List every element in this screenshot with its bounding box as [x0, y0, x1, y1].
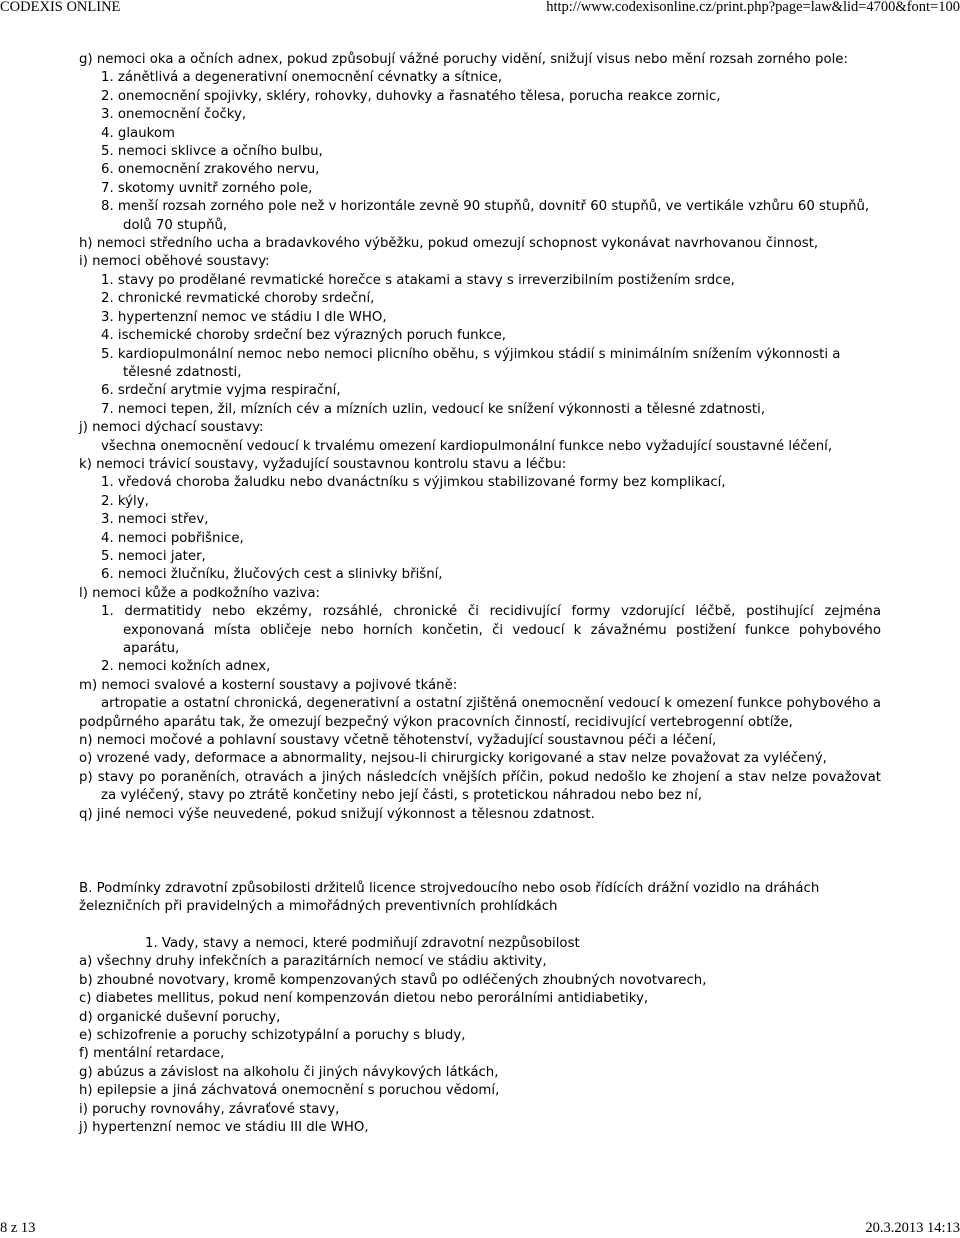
- item-m: m) nemoci svalové a kosterní soustavy a pojivové tkáně:: [79, 677, 458, 693]
- item-g-1: 1. zánětlivá a degenerativní onemocnění cévnatky a sítnice,: [101, 70, 503, 86]
- item-i-2: 2. chronické revmatické choroby srdeční,: [101, 291, 375, 307]
- item-l-2: 2. nemoci kožních adnex,: [101, 659, 271, 675]
- b-item-f: f) mentální retardace,: [79, 1046, 225, 1062]
- item-g-4: 4. glaukom: [101, 125, 175, 141]
- section-b-subheading: 1. Vady, stavy a nemoci, které podmiňují zdravotní nezpůsobilost: [145, 935, 580, 951]
- item-k-3: 3. nemoci střev,: [101, 512, 209, 528]
- heading-gap: [79, 917, 881, 935]
- b-item-i: i) poruchy rovnováhy, závraťové stavy,: [79, 1101, 340, 1117]
- item-l-1: 1. dermatitidy nebo ekzémy, rozsáhlé, chronické či recidivující formy vzdorující léčbě, postihující zejména exponovaná místa obličeje nebo horních končetin, či vedoucí k závažnému postižení funkce pohybového aparátu,: [101, 604, 881, 656]
- item-g-6: 6. onemocnění zrakového nervu,: [101, 162, 320, 178]
- item-i-7: 7. nemoci tepen, žil, mízních cév a mízních uzlin, vedoucí ke snížení výkonnosti a tělesné zdatnosti,: [101, 401, 766, 417]
- item-i-4: 4. ischemické choroby srdeční bez výrazných poruch funkce,: [101, 328, 507, 344]
- print-datetime: 20.3.2013 14:13: [865, 1220, 960, 1236]
- item-g-8: 8. menší rozsah zorného pole než v horizontále zevně 90 stupňů, dovnitř 60 stupňů, ve vertikále vzhůru 60 stupňů, dolů 70 stupňů,: [101, 199, 870, 233]
- item-g-5: 5. nemoci sklivce a očního bulbu,: [101, 144, 323, 160]
- item-i: i) nemoci oběhové soustavy:: [79, 254, 270, 270]
- section-b-heading: B. Podmínky zdravotní způsobilosti držitelů licence strojvedoucího nebo osob řídících drážní vozidlo na dráhách železničních při pravidelných a mimořádných preventivních prohlídkách: [79, 881, 820, 915]
- item-k-2: 2. kýly,: [101, 493, 149, 509]
- page-number: 8 z 13: [0, 1220, 36, 1236]
- item-l: l) nemoci kůže a podkožního vaziva:: [79, 585, 320, 601]
- b-item-c: c) diabetes mellitus, pokud není kompenzován dietou nebo perorálními antidiabetiky,: [79, 991, 649, 1007]
- item-j-text: všechna onemocnění vedoucí k trvalému omezení kardiopulmonální funkce nebo vyžadující soustavné léčení,: [101, 438, 833, 454]
- item-g-3: 3. onemocnění čočky,: [101, 107, 247, 123]
- section-gap: [79, 824, 881, 880]
- b-item-a: a) všechny druhy infekčních a parazitárních nemocí ve stádiu aktivity,: [79, 954, 547, 970]
- item-i-5: 5. kardiopulmonální nemoc nebo nemoci plicního oběhu, s výjimkou stádií s minimálním snížením výkonnosti a tělesné zdatnosti,: [101, 346, 841, 380]
- page-url: http://www.codexisonline.cz/print.php?page=law&lid=4700&font=100: [546, 0, 960, 15]
- item-j: j) nemoci dýchací soustavy:: [79, 420, 264, 436]
- item-i-6: 6. srdeční arytmie vyjma respirační,: [101, 383, 341, 399]
- item-k-4: 4. nemoci pobřišnice,: [101, 530, 244, 546]
- b-item-j: j) hypertenzní nemoc ve stádiu III dle WHO,: [79, 1119, 369, 1135]
- item-k-5: 5. nemoci jater,: [101, 548, 206, 564]
- item-m-text: artropatie a ostatní chronická, degenerativní a ostatní zjištěná onemocnění vedoucí k omezení funkce pohybového a podpůrného aparátu tak, že omezují bezpečný výkon pracovních činností, recidivující vertebrogenní obtíže,: [79, 696, 881, 730]
- item-i-1: 1. stavy po prodělané revmatické horečce s atakami a stavy s irreverzibilním postižením srdce,: [101, 272, 735, 288]
- item-k-6: 6. nemoci žlučníku, žlučových cest a slinivky břišní,: [101, 567, 443, 583]
- item-g: g) nemoci oka a očních adnex, pokud způsobují vážné poruchy vidění, snižují visus nebo mění rozsah zorného pole:: [79, 52, 848, 67]
- item-g-7: 7. skotomy uvnitř zorného pole,: [101, 180, 313, 196]
- item-p: p) stavy po poraněních, otravách a jiných následcích vnějších příčin, pokud nedošlo ke zhojení a stav nelze považovat za vyléčený, stavy po ztrátě končetiny nebo její části, s protetickou náhradou nebo bez ní,: [79, 769, 881, 804]
- item-i-3: 3. hypertenzní nemoc ve stádiu I dle WHO,: [101, 309, 387, 325]
- document-body: [79, 51, 881, 1137]
- item-q: q) jiné nemoci výše neuvedené, pokud snižují výkonnost a tělesnou zdatnost.: [79, 806, 595, 822]
- b-item-b: b) zhoubné novotvary, kromě kompenzovaných stavů po odléčených zhoubných novotvarech,: [79, 972, 707, 988]
- item-k: k) nemoci trávicí soustavy, vyžadující soustavnou kontrolu stavu a léčbu:: [79, 456, 567, 472]
- site-title: CODEXIS ONLINE: [0, 0, 121, 15]
- b-item-h: h) epilepsie a jiná záchvatová onemocnění s poruchou vědomí,: [79, 1083, 500, 1099]
- item-g-2: 2. onemocnění spojivky, skléry, rohovky, duhovky a řasnatého tělesa, porucha reakce zornic,: [101, 88, 721, 104]
- b-item-g: g) abúzus a závislost na alkoholu či jiných návykových látkách,: [79, 1064, 499, 1080]
- item-n: n) nemoci močové a pohlavní soustavy včetně těhotenství, vyžadující soustavnou péči a léčení,: [79, 733, 717, 749]
- item-o: o) vrozené vady, deformace a abnormality, nejsou-li chirurgicky korigované a stav nelze považovat za vyléčený,: [79, 751, 827, 767]
- b-item-e: e) schizofrenie a poruchy schizotypální a poruchy s bludy,: [79, 1027, 466, 1043]
- item-k-1: 1. vředová choroba žaludku nebo dvanáctníku s výjimkou stabilizované formy bez komplikací,: [101, 475, 726, 491]
- item-h: h) nemoci středního ucha a bradavkového výběžku, pokud omezují schopnost vykonávat navrhovanou činnost,: [79, 236, 819, 252]
- b-item-d: d) organické duševní poruchy,: [79, 1009, 281, 1025]
